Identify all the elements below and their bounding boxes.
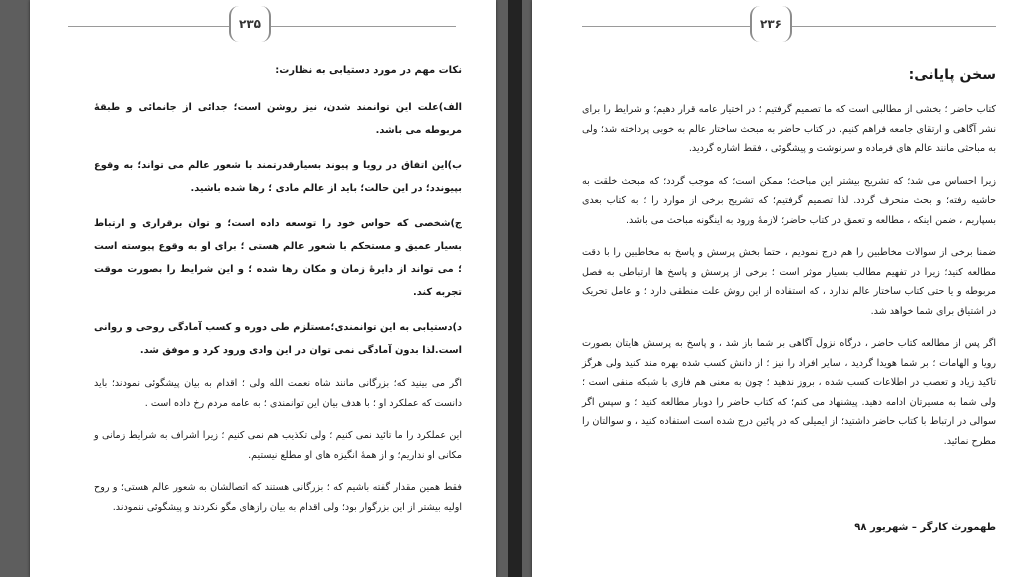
page-footer: طهمورث کارگر – شهریور ۹۸ (854, 522, 996, 533)
paragraph: این عملکرد را ما تائید نمی کنیم ؛ ولی تکذیب هم نمی کنیم ؛ زیرا اشراف به شرایط زمانی و مکانی او نداریم؛ و از همهٔ انگیزه های او مطلع نیستیم. (94, 430, 462, 461)
paragraph: الف)علت این توانمند شدن، نیز روشن است؛ جدائی از جانمائی و طبقهٔ مربوطه می باشد. (94, 102, 462, 136)
paragraph: ب)این اتفاق در رویا و پیوند بسیارقدرتمند با شعور عالم می تواند؛ به وقوع بپیوندد؛ در این حالت؛ باید از عالم مادی ؛ رها شده باشید. (94, 160, 462, 194)
page-number: ۲۳۵ (229, 6, 271, 42)
page-gutter (508, 0, 522, 577)
paragraph: ضمنا برخی از سوالات مخاطبین را هم درج نمودیم ، حتما بخش پرسش و پاسخ به مخاطبین را با دقت مطالعه کنید؛ زیرا در تفهیم مطالب بسیار موثر است ؛ برخی از پرسش و پاسخ ها ارتباطی به فصل مربوطه و یا حتی کتاب ساختار عالم ندارد ، که استفاده از این روش علت منطقی دارد ؛ و عامل تحریک در اشتیاق برای شما خواهد شد. (582, 247, 996, 317)
paragraph: اگر می بینید که؛ بزرگانی مانند شاه نعمت الله ولی ؛ اقدام به بیان پیشگوئی نمودند؛ باید دانست که عملکرد او ؛ با هدف بیان این توانمندی ؛ به عامه مردم رخ داده است . (94, 378, 462, 409)
left-page (30, 0, 496, 577)
page-number: ۲۳۶ (750, 6, 792, 42)
right-page (532, 0, 1024, 577)
paragraph: زیرا احساس می شد؛ که تشریح بیشتر این مباحث؛ ممکن است؛ که موجب گردد؛ که مبحث خلقت به حاشیه رفته؛ و بحث منحرف گردد. لذا تصمیم گرفتیم؛ که تشریح برخی از موارد را ؛ به کتاب بعدی بسپاریم ، ضمن اینکه ، مطالعه و تعمق در کتاب حاضر؛ لازمهٔ ورود به اینگونه مباحث می باشد. (582, 175, 996, 226)
left-page-heading: نکات مهم در مورد دستیابی به نظارت: (275, 65, 462, 76)
paragraph: کتاب حاضر ؛ بخشی از مطالبی است که ما تصمیم گرفتیم ؛ در اختیار عامه قرار دهیم؛ و شرایط را برای نشر آگاهی و ارتقای جامعه فراهم کنیم. در کتاب حاضر به مبحث ساختار عالم به خوبی پرداخته شد؛ ولی به مباحثی مانند عالم های فرماده و سرنوشت و پیشگوئی ، فقط اشاره گردید. (582, 104, 996, 154)
left-page-body (94, 62, 462, 530)
paragraph: ج)شخصی که حواس خود را توسعه داده است؛ و توان برقراری و ارتباط بسیار عمیق و مستحکم با شعور عالم هستی ؛ برای او به وقوع پیوسته است ؛ می تواند از دایرهٔ زمان و مکان رها شده ؛ و این شرایط را بصورت موقت تجربه کند. (94, 218, 462, 298)
paragraph: فقط همین مقدار گفته باشیم که ؛ بزرگانی هستند که اتصالشان به شعور عالم هستی؛ و روح اولیه بیشتر از این بزرگوار بود؛ ولی اقدام به بیان رازهای مگو نکردند و پیشگوئی ننمودند. (94, 482, 462, 513)
right-page-body (582, 64, 996, 464)
right-page-heading: سخن پایانی: (908, 67, 996, 83)
paragraph: د)دستیابی به این توانمندی؛مستلزم طی دوره و کسب آمادگی روحی و روانی است.لذا بدون آمادگی نمی توان در این وادی ورود کرد و موفق شد. (94, 322, 462, 356)
paragraph: اگر پس از مطالعه کتاب حاضر ، درگاه نزول آگاهی بر شما باز شد ، و پاسخ به پرسش هایتان بصورت رویا و الهامات ؛ بر شما هویدا گردید ، سایر افراد را نیز ؛ از دانش کسب شده بهره مند کنید ولی هرگز تاکید زیاد و تعصب در اطلاعات کسب شده ، بروز ندهید ؛ چون به معنی هم فازی با شبکه منفی است ؛ ولی شما به مسیرتان ادامه دهید. پیشنهاد می کنم؛ که کتاب حاضر را دوبار مطالعه کنید ؛ و سپس اگر سوالی در ارتباط با کتاب حاضر داشتید؛ از ایمیلی که در پائین درج شده است استفاده کنید ، و سوالتان را مطرح نمائید. (582, 338, 996, 447)
